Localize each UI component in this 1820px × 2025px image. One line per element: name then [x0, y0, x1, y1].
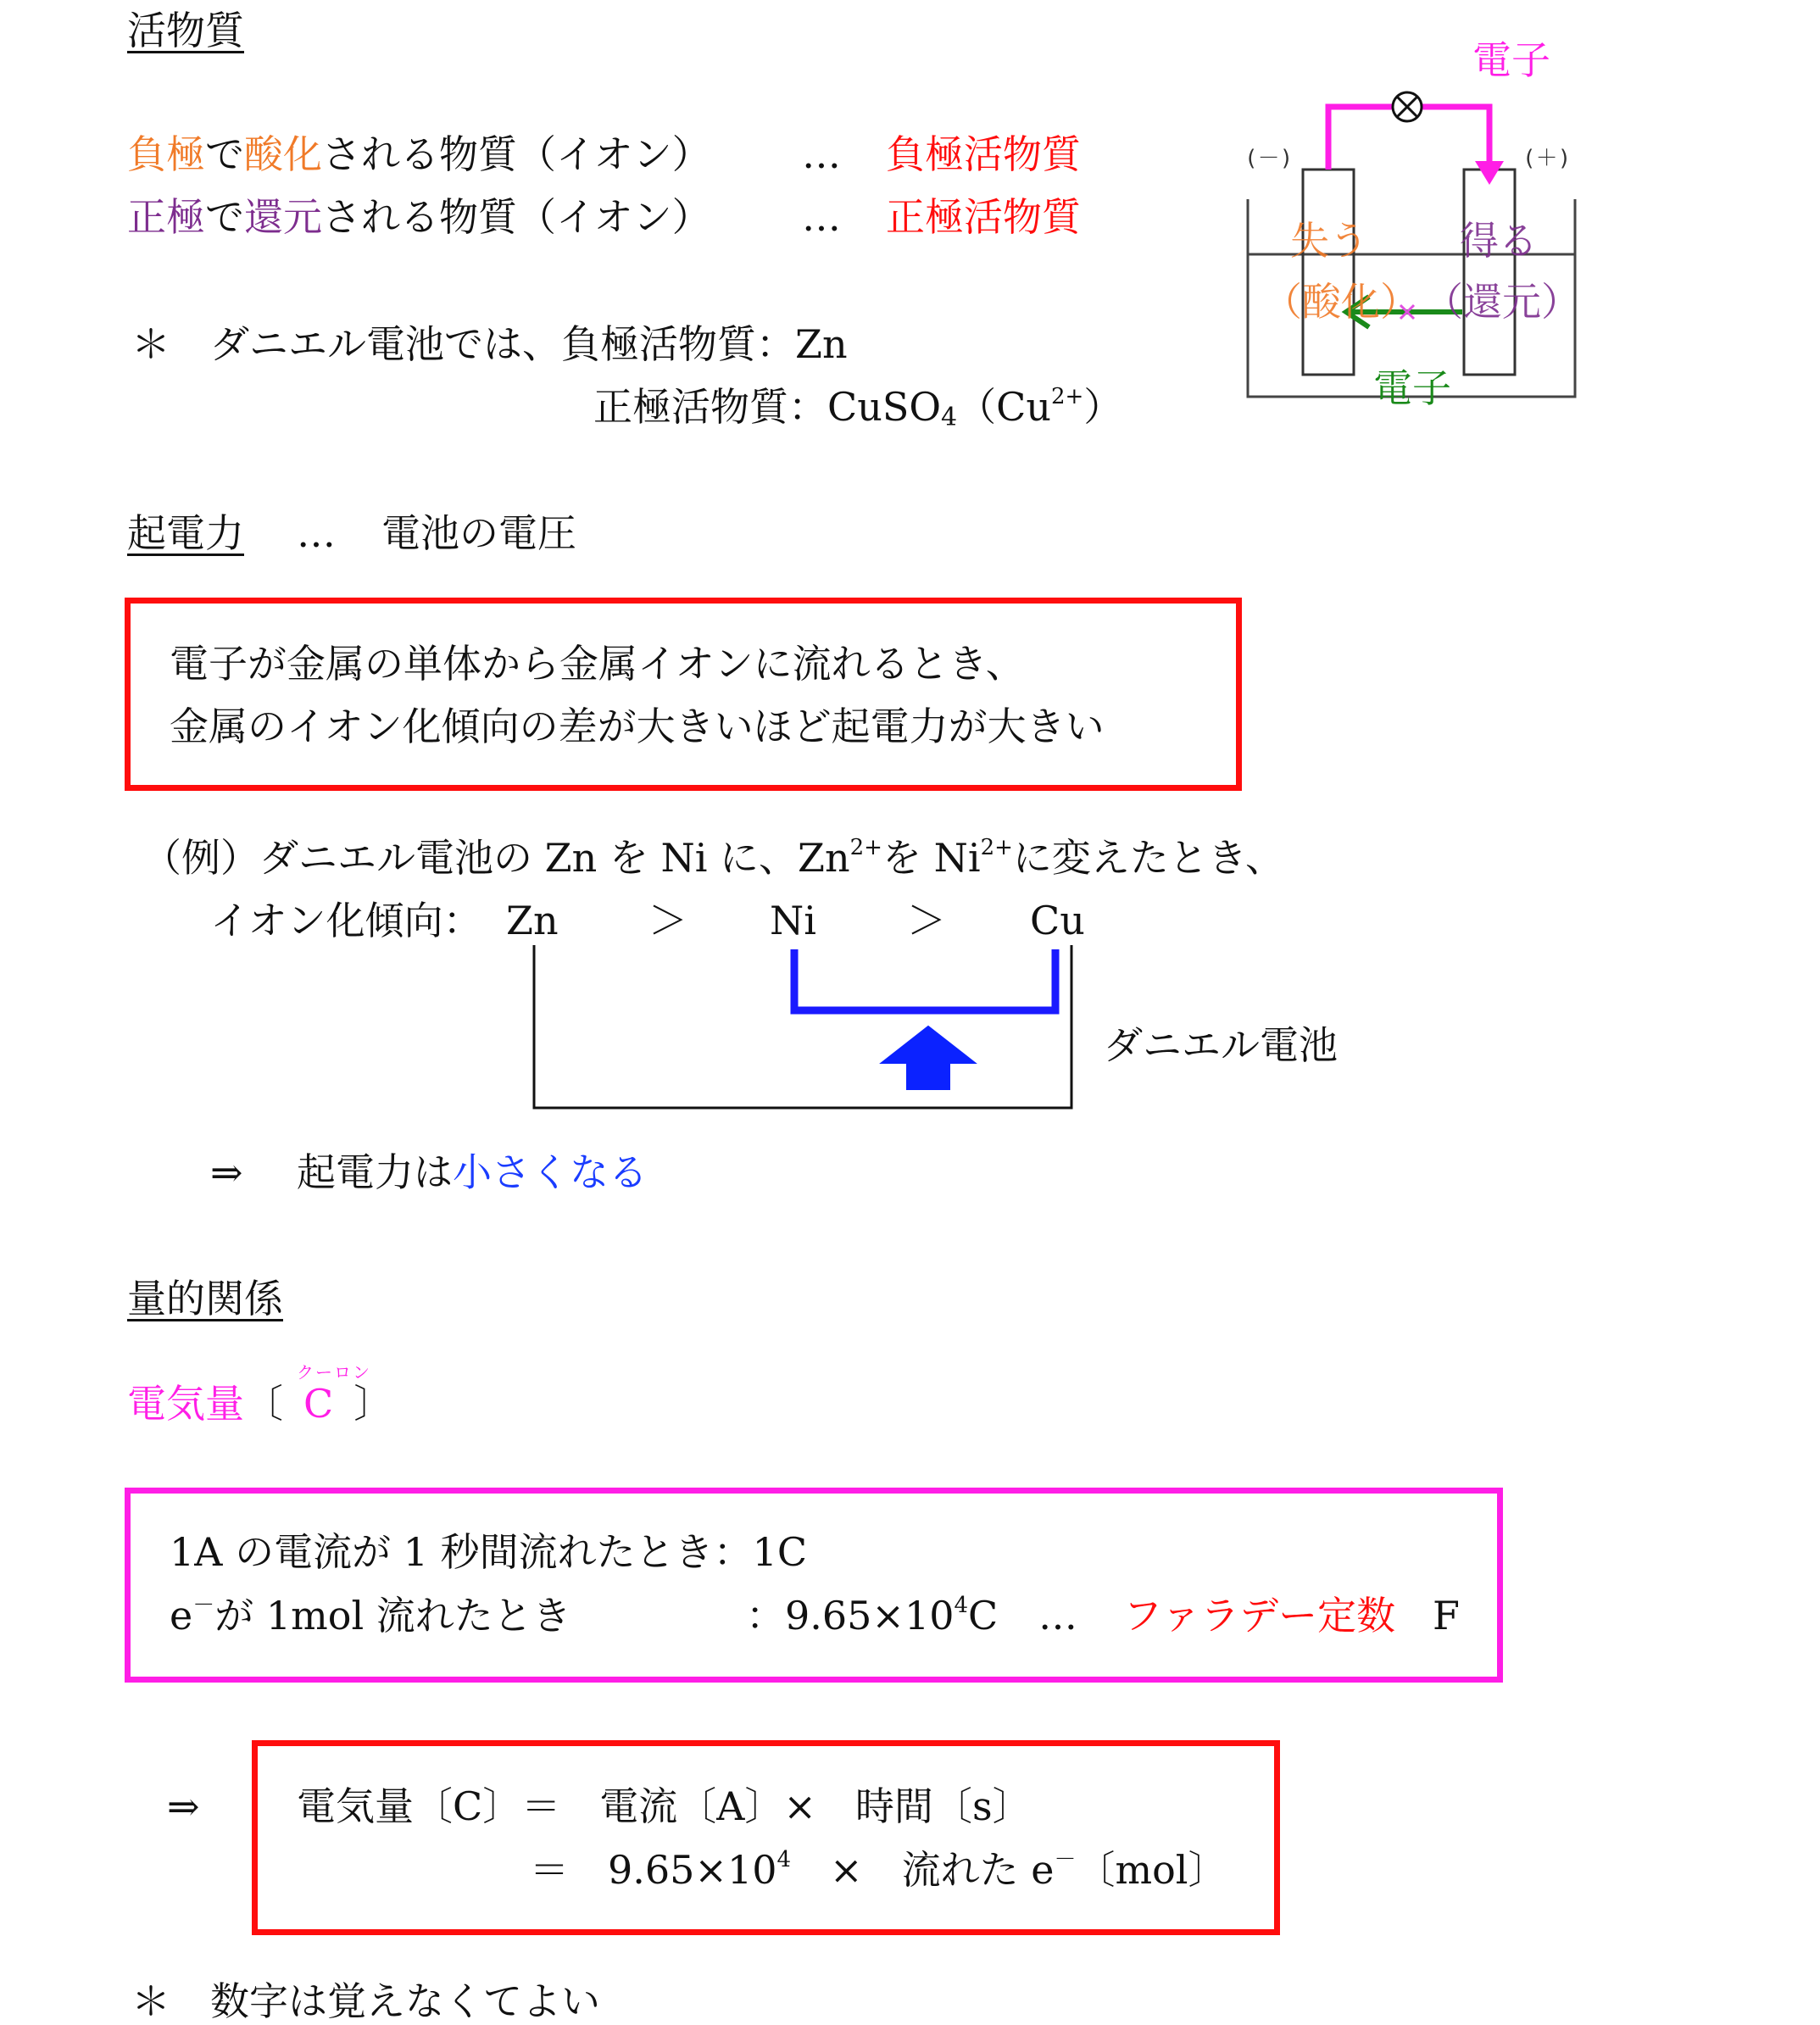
emf-rule-line1: 電子が金属の単体から金属イオンに流れるとき、: [170, 641, 1025, 687]
ni-cu-bracket: [794, 949, 1055, 1010]
coulomb-unit: C: [303, 1381, 334, 1427]
negative-active-material-label: 負極活物質: [886, 131, 1081, 177]
charge-unit-line: 電気量〔 C 〕: [127, 1381, 393, 1427]
oxidation-label: （酸化）: [1263, 279, 1419, 325]
formula-arrow: ⇒: [167, 1783, 200, 1829]
negative-electrode-term: 負極: [127, 131, 205, 177]
emf-result-highlight: 小さくなる: [453, 1149, 648, 1195]
lose-label: 失う: [1290, 218, 1368, 264]
formula-box: [252, 1740, 1280, 1935]
series-ni: Ni: [770, 898, 816, 943]
ellipsis: …: [802, 194, 841, 240]
coulomb-ruby: クーロン: [297, 1362, 371, 1382]
series-gt-2: ＞: [907, 898, 946, 943]
negative-electrode: [1303, 170, 1354, 375]
faraday-box: [125, 1488, 1503, 1683]
ellipsis: …: [297, 510, 336, 556]
faraday-constant-label: ファラデー定数: [1123, 1593, 1396, 1638]
plus-terminal-label: (＋): [1522, 146, 1572, 171]
daniell-note-line2: 正極活物質：$CuSO_4(Cu^{2+})$: [593, 384, 1123, 432]
emf-definition: 電池の電圧: [381, 510, 576, 556]
faraday-line-value: ：$9.65\times 10^4C$: [746, 1593, 999, 1638]
asterisk-mark: ＊: [131, 1978, 170, 2024]
formula-line1: 電気量〔C〕＝ 電流〔A〕× 時間〔s〕: [297, 1783, 1032, 1829]
narrowing-arrow: [882, 1026, 975, 1089]
positive-electrode: [1464, 170, 1515, 375]
daniell-note-line1: ダニエル電池では、負極活物質：Zn: [210, 321, 848, 367]
ellipsis: …: [802, 131, 841, 177]
ionization-gap-diagram: [509, 941, 1102, 1119]
cell-diagram: [1238, 34, 1594, 411]
definition-row-negative: 負極で酸化される物質（イオン）: [127, 131, 711, 177]
series-zn: Zn: [506, 898, 559, 943]
ionization-series-label: イオン化傾向：: [210, 898, 482, 943]
result-arrow: ⇒: [210, 1149, 243, 1195]
emf-rule-box: [125, 598, 1242, 791]
positive-electrode-term: 正極: [127, 194, 205, 240]
emf-rule-line2: 金属のイオン化傾向の差が大きいほど起電力が大きい: [170, 704, 1105, 749]
oxidation-term: 酸化: [244, 131, 322, 177]
formula-line2: ＝ $9.65\times 10^4$ × 流れた e－〔mol〕: [530, 1847, 1227, 1893]
electron-label-bottom: 電子: [1373, 365, 1451, 411]
electron-flow-arrowhead: [1475, 161, 1504, 185]
asterisk-mark: ＊: [131, 321, 170, 367]
reduction-label: （還元）: [1424, 279, 1580, 325]
series-gt-1: ＞: [648, 898, 687, 943]
faraday-line-left: e－が 1mol 流れたとき: [170, 1593, 571, 1638]
definition-row-positive: 正極で還元される物質（イオン）: [127, 194, 711, 240]
series-cu: Cu: [1030, 898, 1085, 943]
daniell-bracket: [534, 945, 1071, 1108]
reduction-term: 還元: [244, 194, 322, 240]
footnote: 数字は覚えなくてよい: [210, 1978, 600, 2024]
emf-result: 起電力は小さくなる: [297, 1149, 648, 1195]
example-line: （例）ダニエル電池の Zn を Ni に、$Zn^{2+}$を $Ni^{2+}$に変えたとき、: [142, 835, 1285, 881]
section-heading-active-material: 活物質: [127, 8, 244, 53]
daniell-cell-label: ダニエル電池: [1104, 1022, 1338, 1068]
section-heading-quantitative: 量的関係: [127, 1276, 283, 1321]
positive-active-material-label: 正極活物質: [886, 194, 1081, 240]
ellipsis: …: [1038, 1593, 1077, 1638]
minus-terminal-label: (－): [1244, 146, 1294, 171]
electron-label-top: 電子: [1472, 37, 1550, 83]
one-coulomb-line: 1A の電流が 1 秒間流れたとき：1C: [170, 1529, 808, 1575]
faraday-symbol: F: [1433, 1593, 1460, 1638]
gain-label: 得る: [1460, 218, 1538, 264]
section-heading-emf: 起電力: [127, 510, 244, 556]
